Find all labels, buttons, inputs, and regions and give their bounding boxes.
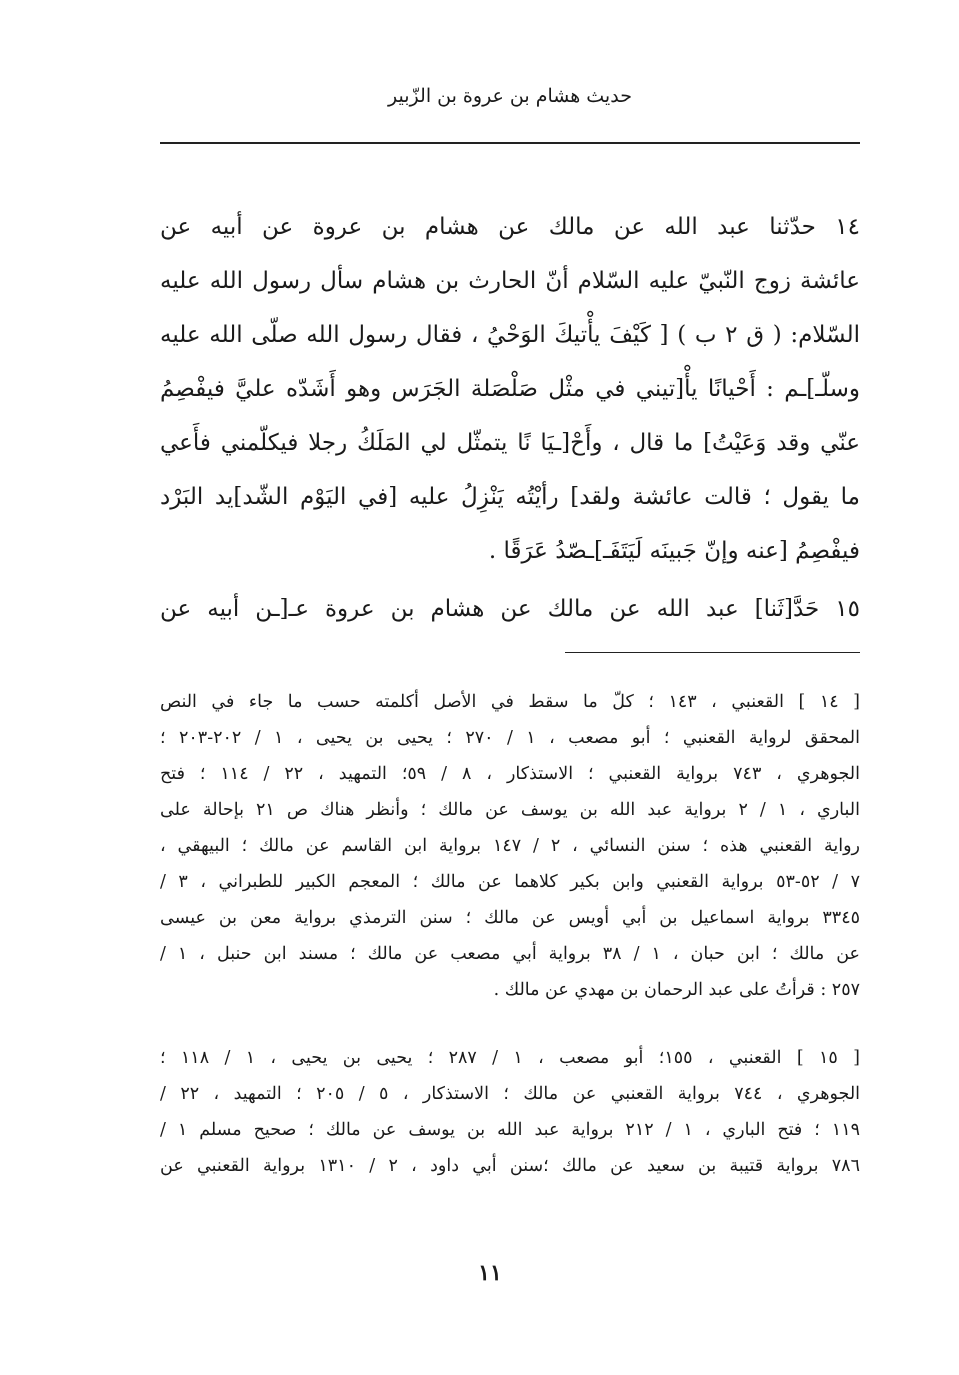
hadith-14-line: السّلام: ( ق ٢ ب ) [ كَيْفَ يأْتيكَ الوَحْيُ ، فقال رسول الله صلّى الله عليه: [160, 322, 860, 348]
footnote-separator: [565, 652, 860, 653]
footnote-15: [160, 1040, 860, 1184]
hadith-14-line: عنّي وقد وَعَيْتُ] ما قال ، وأَحْ[ـيَا نًا يتمثّل لي المَلَكُ رجلا فيكلّمني فأَعي: [160, 430, 860, 456]
hadith-14-line: وسلّـ]ـم : أَحْيانًا يأْ[تيني في مثْل صَلْصَلة الجَرَس وهو أَشَدّه عليَّ فيفْصِمُ: [160, 376, 860, 402]
footnote-15-line: ١١٩ ؛ فتح الباري ، ١ / ٢١٢ برواية عبد الله بن يوسف عن مالك ؛ صحيح مسلم ١ /: [160, 1120, 860, 1140]
footnote-14-line: المحقق لرواية القعنبي ؛ أبو مصعب ، ١ / ٢٧٠ ؛ يحيى بن يحيى ، ١ / ٢٠٢-٢٠٣ ؛: [160, 728, 860, 748]
page-number: ١١: [478, 1260, 502, 1286]
footnote-14-line: ٢٥٧ : قرأتُ على عبد الرحمان بن مهدي عن مالك .: [493, 980, 860, 1000]
hadith-14: [160, 200, 860, 578]
footnote-14-line: الباري ، ١ / ٢ برواية عبد الله بن يوسف عن مالك ؛ وأنظر هناك ص ٢١ بإحالة على: [160, 800, 860, 820]
running-head: حديث هشام بن عروة بن الزّبير: [388, 85, 632, 107]
footnote-14-line: رواية القعنبي هذه ؛ سنن النسائي ، ٢ / ١٤٧ برواية ابن القاسم عن مالك ؛ البيهقي ،: [160, 836, 860, 856]
hadith-15: [160, 582, 860, 636]
footnote-15-line: الجوهري ، ٧٤٤ برواية القعنبي عن مالك ؛ الاستذكار ، ٥ / ٢٠٥ ؛ التمهيد ، ٢٢ /: [160, 1084, 860, 1104]
footnote-14-line: ٧ / ٥٢-٥٣ برواية القعنبي وابن بكير كلاهما عن مالك ؛ المعجم الكبير للطبراني ، ٣ /: [160, 872, 860, 892]
hadith-14-line: ما يقول ؛ قالت عائشة ولقد] رأيْتُه يَنْزِلُ عليه [في اليَوْم الشّد]يد البَرْد: [160, 484, 860, 510]
hadith-14-line: ١٤ حدّثنا عبد الله عن مالك عن هشام بن عروة عن أبيه عن: [160, 214, 860, 240]
footnote-14-line: عن مالك ؛ ابن حبان ، ١ / ٣٨ برواية أبي مصعب عن مالك ؛ مسند ابن حنبل ، ١ /: [160, 944, 860, 964]
footnote-14-line: ٣٣٤٥ برواية اسماعيل بن أبي أويس عن مالك ؛ سنن الترمذي برواية معن بن عيسى: [160, 908, 860, 928]
footnote-15-line: ٧٨٦ برواية قتيبة بن سعيد عن مالك ؛سنن أبي داود ، ٢ / ١٣١٠ برواية القعنبي عن: [160, 1156, 860, 1176]
footnote-14: [160, 684, 860, 1008]
footnote-14-line: الجوهري ، ٧٤٣ برواية القعنبي ؛ الاستذكار ، ٨ / ٥٩؛ التمهيد ، ٢٢ / ١١٤ ؛ فتح: [160, 764, 860, 784]
hadith-15-line: ١٥ حَدَّ[ثَنا] عبد الله عن مالك عن هشام بن عروة عـ[ـن أبيه عن: [160, 596, 860, 622]
hadith-14-line: فيفْصِمُ [عنه وإنّ جَبينَه لَيَتَفَـ]ـصّدُ عَرَقًا .: [488, 538, 860, 564]
header-rule: [160, 142, 860, 144]
footnote-14-line: [ ١٤ ] القعنبي ، ١٤٣ ؛ كلّ ما سقط في الأصل أكلمته حسب ما جاء في النص: [160, 692, 860, 712]
hadith-14-line: عائشة زوج النّبيّ عليه السّلام أنّ الحارث بن هشام سأل رسول الله عليه: [160, 268, 860, 294]
footnote-15-line: [ ١٥ ] القعنبي ، ١٥٥؛ أبو مصعب ، ١ / ٢٨٧ ؛ يحيى بن يحيى ، ١ / ١١٨ ؛: [160, 1048, 860, 1068]
